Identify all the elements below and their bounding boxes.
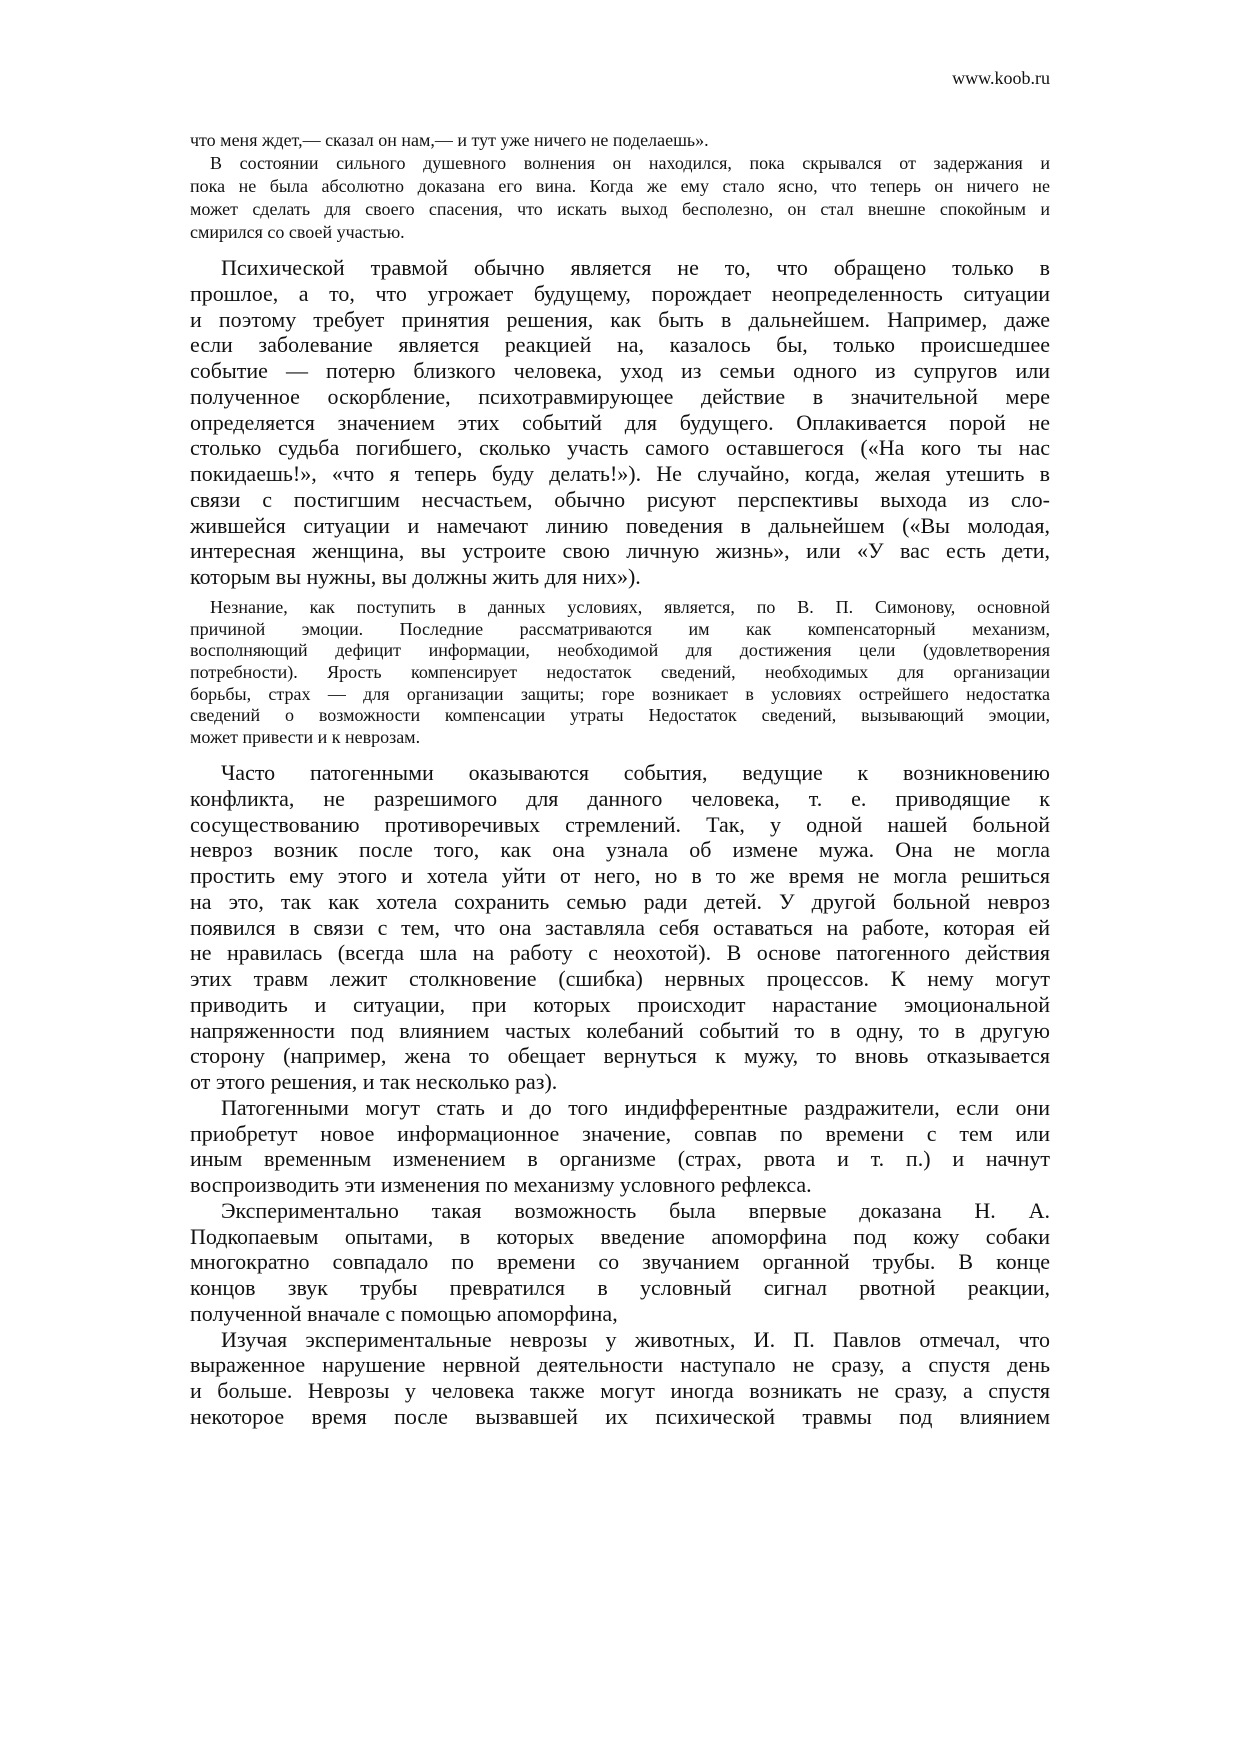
text-line: не нравилась (всегда шла на работу с неохотой). В основе патогенного действия <box>190 940 1050 966</box>
text-line: сведений о возможности компенсации утраты Недостаток сведений, вызывающий эмоции, <box>190 705 1050 726</box>
paragraph <box>190 1327 1050 1430</box>
text-line: пока не была абсолютно доказана его вина. Когда же ему стало ясно, что теперь он ничего не <box>190 176 1050 196</box>
text-line: многократно совпадало по времени со звучанием органной трубы. В конце <box>190 1249 1050 1275</box>
body-block-2 <box>190 760 1050 1430</box>
text-line: интересная женщина, вы устроите свою личную жизнь», или «У вас есть дети, <box>190 538 1050 564</box>
text-line: Изучая экспериментальные неврозы у животных, И. П. Павлов отмечал, что <box>221 1326 1050 1352</box>
text-line: Психической травмой обычно является не то, что обращено только в <box>221 255 1050 280</box>
paragraph <box>190 597 1050 749</box>
text-line: В состоянии сильного душевного волнения он находился, пока скрывался от задержания и <box>210 153 1050 173</box>
text-line: сосуществованию противоречивых стремлений. Так, у одной нашей больной <box>190 811 1050 837</box>
text-line: Часто патогенными оказываются события, ведущие к возникновению <box>221 760 1050 785</box>
quote-block-1 <box>190 129 1050 244</box>
text-line: концов звук трубы превратился в условный сигнал рвотной реакции, <box>190 1275 1050 1300</box>
text-line: связи с постигшим несчастьем, обычно рисуют перспективы выхода из сло- <box>190 486 1050 512</box>
text-line: Патогенными могут стать и до того индифферентные раздражители, если они <box>221 1094 1050 1120</box>
text-line: Подкопаевым опытами, в которых введение апоморфина под кожу собаки <box>190 1223 1050 1249</box>
paragraph <box>190 255 1050 590</box>
text-line: может сделать для своего спасения, что искать выход бесполезно, он стал внешне спокойным и <box>190 199 1050 219</box>
paragraph <box>190 1095 1050 1198</box>
text-line: этих травм лежит столкновение (сшибка) нервных процессов. К нему могут <box>190 966 1050 991</box>
text-line: иным временным изменением в организме (страх, рвота и т. п.) и начнут <box>190 1146 1050 1172</box>
text-line: полученное оскорбление, психотравмирующее действие в значительной мере <box>190 383 1050 409</box>
text-line: определяется значением этих событий для будущего. Оплакивается порой не <box>190 409 1050 435</box>
text-line: событие — потерю близкого человека, уход из семьи одного из супругов или <box>190 358 1050 383</box>
paragraph <box>190 760 1050 1095</box>
text-line: на это, так как хотела сохранить семью ради детей. У другой больной невроз <box>190 888 1050 914</box>
text-line: и больше. Неврозы у человека также могут иногда возникать не сразу, а спустя <box>190 1378 1050 1403</box>
text-line: что меня ждет,— сказал он нам,— и тут уже ничего не поделаешь». <box>190 130 709 150</box>
text-line: восполняющий дефицит информации, необходимой для достижения цели (удовлетворения <box>190 640 1050 661</box>
text-line: полученной вначале с помощью апоморфина, <box>190 1300 618 1326</box>
site-header-url: www.koob.ru <box>952 68 1050 88</box>
text-line: приобретут новое информационное значение, совпав по времени с тем или <box>190 1120 1050 1146</box>
paragraph <box>190 152 1050 244</box>
text-line: которым вы нужны, вы должны жить для них»). <box>190 564 641 589</box>
text-line: Экспериментально такая возможность была впервые доказана Н. А. <box>221 1197 1050 1223</box>
text-line: конфликта, не разрешимого для данного человека, т. е. приводящие к <box>190 785 1050 811</box>
text-line: столько судьба погибшего, сколько участь самого оставшегося («На кого ты нас <box>190 435 1050 461</box>
text-line: воспроизводить эти изменения по механизму условного рефлекса. <box>190 1172 812 1197</box>
text-line: появился в связи с тем, что она заставляла себя оставаться на работе, которая ей <box>190 914 1050 940</box>
text-line: напряженности под влиянием частых колебаний событий то в одну, то в другую <box>190 1017 1050 1043</box>
text-line: приводить и ситуации, при которых происходит нарастание эмоциональной <box>190 991 1050 1017</box>
text-line: сторону (например, жена то обещает вернуться к мужу, то вновь отказывается <box>190 1043 1050 1069</box>
text-line: смирился со своей участью. <box>190 222 405 242</box>
text-line: если заболевание является реакцией на, казалось бы, только происшедшее <box>190 332 1050 358</box>
text-line: и поэтому требует принятия решения, как быть в дальнейшем. Например, даже <box>190 306 1050 332</box>
body-block-1 <box>190 255 1050 590</box>
paragraph <box>190 1198 1050 1327</box>
text-line: причиной эмоции. Последние рассматриваются им как компенсаторный механизм, <box>190 618 1050 639</box>
text-line: потребности). Ярость компенсирует недостаток сведений, необходимых для организации <box>190 662 1050 683</box>
text-line: Незнание, как поступить в данных условиях, является, по В. П. Симонову, основной <box>210 597 1050 617</box>
text-line: может привести и к неврозам. <box>190 727 421 748</box>
text-line: некоторое время после вызвавшей их психической травмы под влиянием <box>190 1403 1050 1429</box>
text-line: борьбы, страх — для организации защиты; горе возникает в условиях острейшего недостатка <box>190 683 1050 704</box>
paragraph <box>190 129 1050 152</box>
text-line: покидаешь!», «что я теперь буду делать!»). Не случайно, когда, желая утешить в <box>190 461 1050 486</box>
text-line: невроз возник после того, как она узнала об измене мужа. Она не могла <box>190 837 1050 863</box>
text-line: жившейся ситуации и намечают линию поведения в дальнейшем («Вы молодая, <box>190 512 1050 538</box>
quote-block-2 <box>190 597 1050 749</box>
text-line: от этого решения, и так несколько раз). <box>190 1069 558 1094</box>
text-line: простить ему этого и хотела уйти от него, но в то же время не могла решиться <box>190 863 1050 888</box>
text-line: выраженное нарушение нервной деятельности наступало не сразу, а спустя день <box>190 1352 1050 1378</box>
text-line: прошлое, а то, что угрожает будущему, порождает неопределенность ситуации <box>190 280 1050 306</box>
